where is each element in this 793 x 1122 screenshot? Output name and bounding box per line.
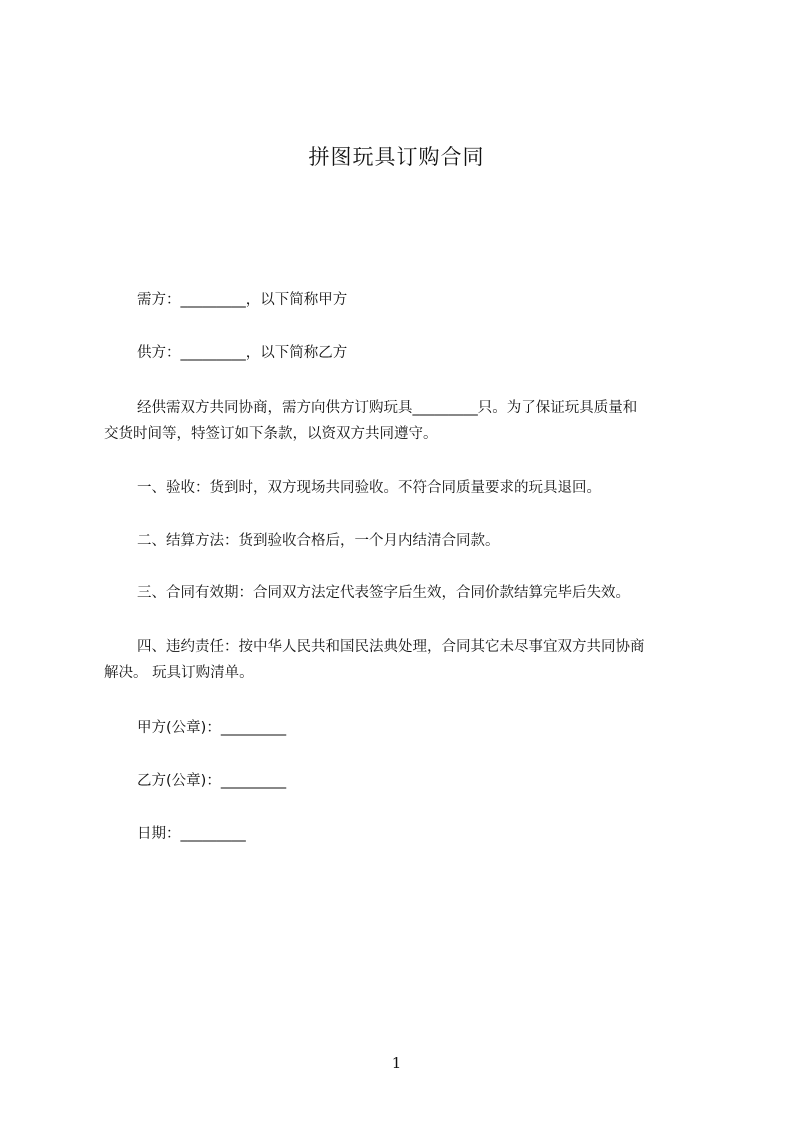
party-a-seal-line: 甲方(公章)：_________ [137,720,287,736]
page-number: 1 [391,1054,402,1072]
clause-settlement: 二、结算方法：货到验收合格后，一个月内结清合同款。 [137,533,500,549]
clause-liability [104,634,704,686]
intro-paragraph [104,395,704,447]
document-title: 拼图玩具订购合同 [308,145,485,169]
clause-liability-line-2: 解决。 玩具订购清单。 [104,665,254,681]
buyer-line: 需方：_________，以下简称甲方 [137,292,348,308]
intro-line-1: 经供需双方共同协商，需方向供方订购玩具_________只。为了保证玩具质量和 [137,400,638,416]
clause-acceptance: 一、验收：货到时，双方现场共同验收。不符合同质量要求的玩具退回。 [137,480,601,496]
supplier-line: 供方：_________，以下简称乙方 [137,345,348,361]
clause-liability-line-1: 四、违约责任：按中华人民共和国民法典处理，合同其它未尽事宜双方共同协商 [137,639,645,655]
date-line: 日期：_________ [137,826,246,842]
intro-line-2: 交货时间等，特签订如下条款，以资双方共同遵守。 [104,426,438,442]
clause-validity: 三、合同有效期：合同双方法定代表签字后生效，合同价款结算完毕后失效。 [137,585,630,601]
party-b-seal-line: 乙方(公章)：_________ [137,773,287,789]
